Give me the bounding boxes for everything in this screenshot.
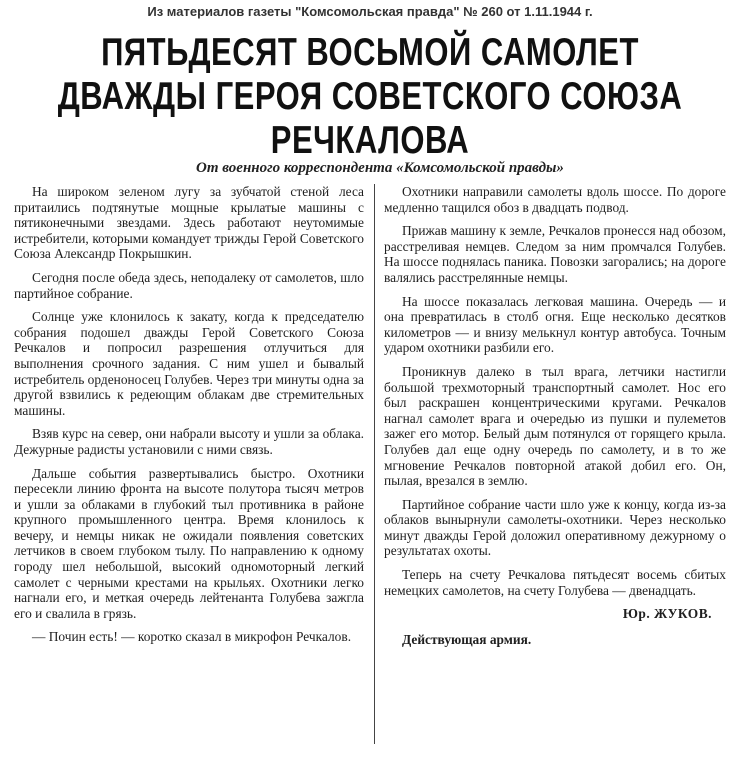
left-column [14, 184, 364, 653]
paragraph: Солнце уже клонилось к закату, когда к председателю собрания подошел дважды Герой Советского Союза Речкалов и попросил разрешения отлучиться для выполнения срочного задания. С ним ушел и бывалый истребитель орденоносец Голубев. Через три минуты одна за другой взвились к редеющим облакам две стремительных машины. [14, 309, 364, 418]
paragraph: Сегодня после обеда здесь, неподалеку от самолетов, шло партийное собрание. [14, 269, 364, 301]
paragraph: Теперь на счету Речкалова пятьдесят восемь сбитых немецких самолетов, на счету Голубева — двенадцать. [384, 567, 726, 598]
byline: От военного корреспондента «Комсомольской правды» [196, 160, 564, 176]
paragraph: Прижав машину к земле, Речкалов пронесся над обозом, расстреливая немцев. Следом за ним промчался Голубев. На шоссе поднялась паника. Повозки загорались; на дороге валялись расстрелянные немцы. [384, 223, 726, 285]
paragraph: — Почин есть! — коротко сказал в микрофон Речкалов. [32, 629, 352, 645]
dateline-footer: Действующая армия. [402, 631, 532, 647]
source-line: Из материалов газеты "Комсомольская правда" № 260 от 1.11.1944 г. [147, 4, 593, 19]
right-column [384, 184, 726, 647]
paragraph: На шоссе показалась легковая машина. Очередь — и она превратилась в столб огня. Еще несколько десятков километров — и внизу мелькнул контур автобуса. Точным ударом охотники разбили его. [384, 293, 726, 356]
paragraph: Проникнув далеко в тыл врага, летчики настигли большой трехмоторный транспортный самолет. Нос его был раскрашен концентрическими кругами. Речкалов нагнал самолет врага и очередью из пушки и пулеметов зажег его мотор. Белый дым потянулся от горящего крыла. Голубев дал еще одну очередь по самолету, и в то же мгновение Речкалов повторной атакой добил его. Он, пылая, врезался в землю. [384, 363, 726, 489]
paragraph: Взяв курс на север, они набрали высоту и ушли за облака. Дежурные радисты установили с ними связь. [14, 426, 364, 457]
paragraph: Партийное собрание части шло уже к концу, когда из-за облаков вынырнули самолеты-охотники. Через несколько минут дважды Герой доложил оперативному дежурному о результатах охоты. [384, 496, 726, 559]
headline-line-3: РЕЧКАЛОВА [270, 118, 470, 162]
paragraph: На широком зеленом лугу за зубчатой стеной леса притаились подтянутые мощные крылатые машины с пятиконечными звездами. Здесь работают неутомимые истребители, которыми командует трижды Герой Советского Союза Александр Покрышкин. [14, 184, 364, 262]
headline-line-1: ПЯТЬДЕСЯТ ВОСЬМОЙ САМОЛЕТ [101, 30, 639, 74]
paragraph: Охотники направили самолеты вдоль шоссе. По дороге медленно тащился обоз в двадцать подвод. [384, 184, 726, 215]
column-divider [374, 184, 375, 744]
headline-line-2: ДВАЖДЫ ГЕРОЯ СОВЕТСКОГО СОЮЗА [57, 74, 683, 118]
author-signature: Юр. ЖУКОВ. [622, 606, 712, 622]
paragraph: Дальше события развертывались быстро. Охотники пересекли линию фронта на высоте полутора тысяч метров и ушли за облаками в глубокий тыл противника в районе крупного промышленного центра. Время клонилось к вечеру, и немцы никак не ожидали появления советских летчиков в своем глубоком тылу. По направлению к одному городу шел небольшой, высокий одномоторный легкий самолет с черными крестами на крыльях. Охотники легко нагнали его, и меткая очередь лейтенанта Голубева зажгла его и свалила в грязь. [14, 465, 364, 621]
